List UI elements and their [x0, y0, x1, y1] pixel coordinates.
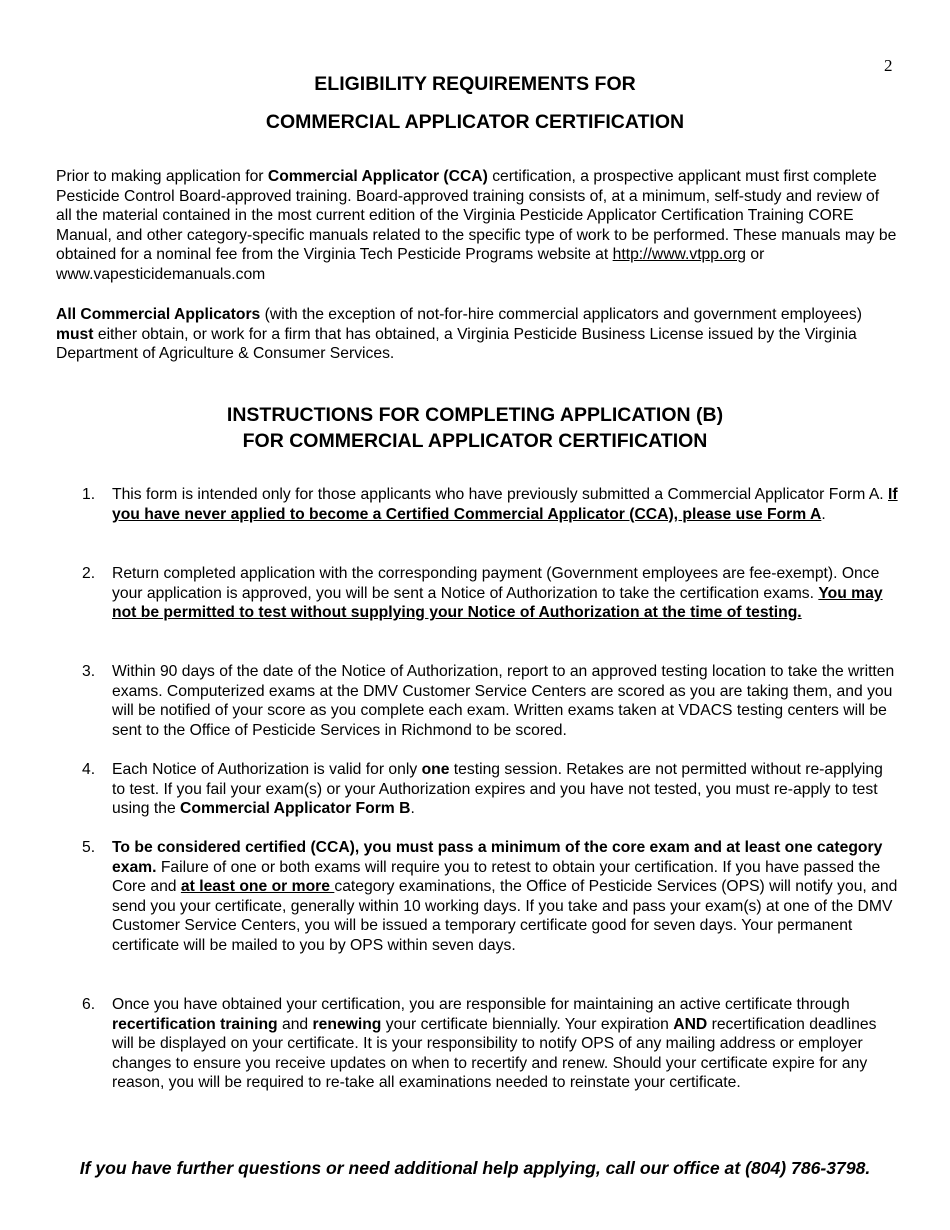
item-text: Return completed application with the corresponding payment (Government employees are fee-exempt). Once your application is approved, you will be sent a Notice of Authorization to take the certification exams. You may not be permitted to test without supplying your Notice of Authorization at the time of testing.	[112, 565, 883, 622]
eligibility-title-line1: ELIGIBILITY REQUIREMENTS FOR	[314, 73, 636, 95]
page-number: 2	[884, 56, 893, 75]
item-number: 6.	[82, 996, 96, 1013]
item-number: 4.	[82, 761, 96, 778]
instructions-title-line1: INSTRUCTIONS FOR COMPLETING APPLICATION (B)	[226, 404, 724, 426]
item-text: To be considered certified (CCA), you must pass a minimum of the core exam and at least one category exam. Failure of one or both exams will require you to retest to obtain your certification. If you have passed the Core and at least one or more category examinations, the Office of Pesticide Services (OPS) will notify you, and send you your certificate, generally within 10 working days. If you take and pass your exam(s) at one of the DMV Customer Service Centers, you will be issued a temporary certificate good for seven days. Your permanent certificate will be mailed to you by OPS within seven days.	[112, 839, 898, 954]
item-text: Each Notice of Authorization is valid for only one testing session. Retakes are not permitted without re-applying to test. If you fail your exam(s) or your Authorization expires and you have not tested, you must re-apply to test using the Commercial Applicator Form B.	[112, 761, 883, 818]
item-text: Within 90 days of the date of the Notice of Authorization, report to an approved testing location to take the written exams. Computerized exams at the DMV Customer Service Centers are scored as you are taking them, and you will be notified of your score as you complete each exam. Written exams taken at VDACS testing centers will be sent to the Office of Pesticide Services in Richmond to be scored.	[112, 663, 895, 739]
eligibility-paragraph-training: Prior to making application for Commercial Applicator (CCA) certification, a prospective applicant must first complete Pesticide Control Board-approved training. Board-approved training consists of, at a minimum, self-study and review of all the material contained in the most current edition of the Virginia Pesticide Applicator Certification Training CORE Manual, and other category-specific manuals related to the specific type of work to be performed. These manuals may be obtained for a nominal fee from the Virginia Tech Pesticide Programs website at http://www.vtpp.org or www.vapesticidemanuals.com	[56, 168, 897, 283]
item-number: 3.	[82, 663, 96, 680]
item-text: This form is intended only for those applicants who have previously submitted a Commercial Applicator Form A. If you have never applied to become a Certified Commercial Applicator (CCA), please use Form A.	[112, 486, 898, 523]
item-number: 2.	[82, 565, 96, 582]
item-number: 5.	[82, 839, 96, 856]
eligibility-paragraph-license: All Commercial Applicators (with the exception of not-for-hire commercial applicators and government employees) must either obtain, or work for a firm that has obtained, a Virginia Pesticide Business License issued by the Virginia Department of Agriculture & Consumer Services.	[56, 306, 862, 363]
item-text: Once you have obtained your certification, you are responsible for maintaining an active certificate through recertification training and renewing your certificate biennially. Your expiration AND recertification deadlines will be displayed on your certificate. It is your responsibility to notify OPS of any mailing address or employer changes to ensure you receive updates on when to recertify and renew. Should your certificate expire for any reason, you will be required to re-take all examinations needed to reinstate your certificate.	[112, 996, 877, 1092]
item-number: 1.	[82, 486, 96, 503]
footer-help-line: If you have further questions or need additional help applying, call our office at (804) 786-3798.	[79, 1158, 871, 1178]
cca-bold: Commercial Applicator (CCA)	[267, 168, 488, 185]
vtpp-link[interactable]: http://www.vtpp.org	[612, 246, 747, 264]
instructions-title-line2: FOR COMMERCIAL APPLICATOR CERTIFICATION	[242, 430, 708, 452]
eligibility-title-line2: COMMERCIAL APPLICATOR CERTIFICATION	[265, 111, 685, 133]
